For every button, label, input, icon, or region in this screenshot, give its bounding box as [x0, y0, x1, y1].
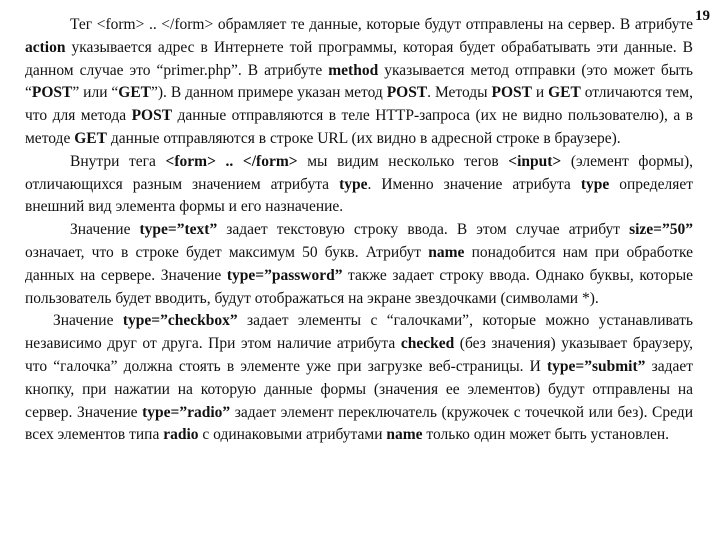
text-run: Значение	[53, 312, 123, 330]
keyword-checked: checked	[400, 335, 455, 353]
text-run: означает, что в строке будет максимум 50 букв. Атрибут	[25, 243, 429, 261]
keyword-type: type	[580, 175, 610, 193]
body-text	[25, 14, 693, 447]
keyword-type: type	[339, 175, 368, 193]
keyword-post: POST	[386, 84, 428, 102]
keyword-size: size=”50”	[629, 221, 694, 239]
text-run: задает текстовую строку ввода. В этом случае атрибут	[217, 221, 630, 239]
text-run: также задает строку ввода. Однако буквы, которые пользователь будет вводить, будут отображаться на экране звездочками (символами *).	[25, 266, 693, 307]
keyword-action: action	[25, 38, 66, 56]
keyword-name: name	[386, 426, 423, 444]
keyword-type-submit: type=”submit”	[547, 357, 646, 375]
text-run: (без значения) указывает браузеру, что “галочка” должна стоять в элементе уже при загрузке веб-страницы. И	[25, 335, 693, 375]
keyword-form-tag: <form> .. </form>	[165, 152, 298, 170]
keyword-get: GET	[118, 84, 152, 102]
keyword-get: GET	[548, 84, 581, 102]
text-run: ” или “	[72, 84, 119, 102]
keyword-method: method	[328, 61, 379, 79]
text-run: . Методы	[427, 84, 492, 102]
paragraph-input-tags	[25, 151, 693, 219]
text-run: задает кнопку, при нажатии на которую данные формы (значения ее элементов) будут отправлены на сервер. Значение	[25, 357, 693, 421]
keyword-radio: radio	[163, 426, 199, 444]
text-run: мы видим несколько тегов	[297, 152, 509, 170]
text-run: Значение	[70, 221, 140, 239]
paragraph-checkbox-submit-radio	[25, 310, 693, 447]
text-run: понадобится нам при обработке данных на сервере. Значение	[25, 243, 693, 284]
text-run: . Именно значение атрибута	[367, 175, 581, 193]
keyword-post: POST	[491, 84, 532, 102]
keyword-get: GET	[74, 129, 107, 147]
text-run: с одинаковыми атрибутами	[198, 426, 387, 444]
text-run: определяет внешний вид элемента формы и его назначение.	[25, 175, 693, 216]
text-run: Тег <form> .. </form> обрамляет те данные, которые будут отправлены на сервер. В атрибуте	[70, 16, 693, 33]
page-number: 19	[695, 8, 710, 24]
keyword-post: POST	[131, 107, 173, 125]
text-run: указывается адрес в Интернете той программы, которая будет обрабатывать эти данные. В данном случае это “primer.php”. В атрибуте	[25, 38, 693, 79]
text-run: задает элемент переключатель (кружочек с точечкой или без). Среди всех элементов типа	[25, 403, 693, 444]
keyword-name: name	[428, 243, 465, 261]
text-run: отличаются тем, что для метода	[25, 84, 693, 125]
keyword-input-tag: <input>	[508, 152, 562, 170]
text-run: и	[531, 84, 549, 102]
keyword-type-radio: type=”radio”	[142, 403, 231, 421]
keyword-type-password: type=”password”	[226, 266, 343, 284]
text-run: (элемент формы), отличающихся разным значением атрибута	[25, 152, 693, 193]
text-run: только один может быть установлен.	[422, 426, 670, 444]
text-run: данные отправляются в строке URL (их видно в адресной строке в браузере).	[106, 129, 621, 147]
keyword-post: POST	[31, 84, 73, 102]
text-run: задает элементы с “галочками”, которые можно устанавливать независимо друг от друга. При этом наличие атрибута	[25, 312, 693, 353]
keyword-type-checkbox: type=”checkbox”	[122, 312, 238, 330]
paragraph-form-tag	[25, 14, 693, 151]
text-run: Внутри тега	[70, 152, 166, 170]
text-run: данные отправляются в теле HTTP-запроса (их не видно пользователю), а в методе	[25, 107, 693, 147]
paragraph-text-password	[25, 219, 693, 310]
text-run: указывается метод отправки (это может быть “	[25, 61, 693, 102]
keyword-type-text: type=”text”	[139, 221, 218, 239]
text-run: ”). В данном примере указан метод	[151, 84, 387, 102]
